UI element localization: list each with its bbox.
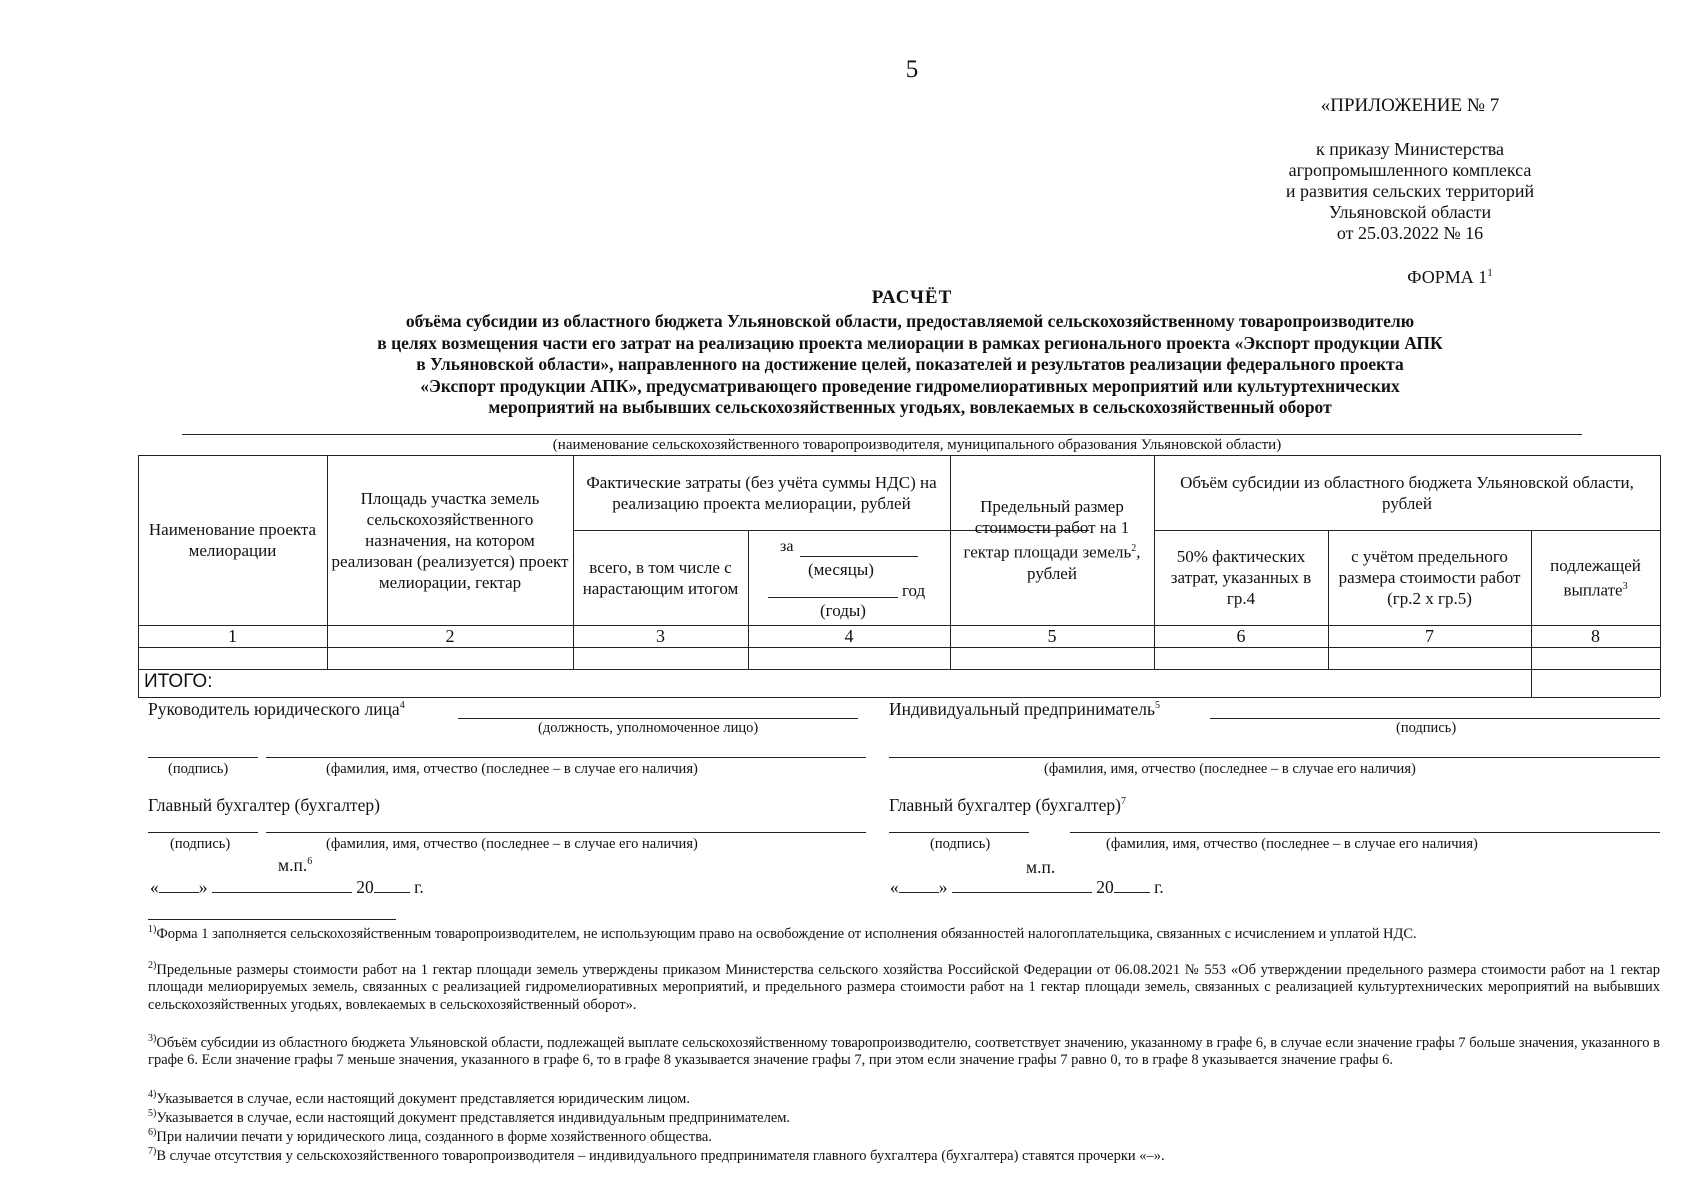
header-payable: [1531, 530, 1660, 625]
header-actual-costs: Фактические затраты (без учёта суммы НДС) на реализацию проекта мелиорации, рублей: [586, 472, 937, 513]
entrepreneur-text: Индивидуальный предприниматель: [889, 699, 1155, 719]
form-label-text: ФОРМА 1: [1407, 267, 1488, 287]
max-cost-mark: 2: [1131, 543, 1137, 555]
date-suffix-right: г.: [1154, 877, 1164, 897]
date-day-blank-right: [899, 892, 939, 893]
stamp-text-left: м.п.: [278, 855, 308, 875]
footnote-text: Указывается в случае, если настоящий документ представляется юридическим лицом.: [156, 1090, 690, 1107]
accountant-fio-caption-left: (фамилия, имя, отчество (последнее – в случае его наличия): [326, 836, 698, 852]
payable-text: подлежащей выплате: [1550, 555, 1641, 600]
date-month-blank-right: [952, 892, 1092, 893]
footnote-mark: 6): [148, 1127, 157, 1138]
head-position-line: [458, 718, 858, 719]
footnote-text: Форма 1 заполняется сельскохозяйственным товаропроизводителем, не использующим право на освобождение от исполнения обязанностей налогоплательщика, связанных с исчислением и уплатой НДС.: [156, 925, 1417, 942]
date-right: [890, 877, 1190, 898]
accountant-label-left: Главный бухгалтер (бухгалтер): [148, 795, 380, 815]
appendix-title: «ПРИЛОЖЕНИЕ № 7: [1320, 95, 1500, 116]
appendix-reference: [1220, 139, 1600, 244]
footnote-text: Указывается в случае, если настоящий документ представляется индивидуальным предпринимателем.: [156, 1109, 791, 1126]
date-day-blank-left: [159, 892, 199, 893]
period-years: (годы): [820, 601, 866, 620]
date-left: [150, 877, 450, 898]
accountant-sign-line-right: [889, 832, 1029, 833]
footnote: [148, 1030, 1660, 1070]
form-label: [1380, 267, 1520, 288]
column-number: 2: [445, 625, 455, 646]
stamp-mark-left: 6: [307, 856, 313, 868]
accountant-text-right: Главный бухгалтер (бухгалтер): [889, 795, 1121, 815]
appendix-ref-line: и развития сельских территорий: [1285, 181, 1535, 201]
table-row-bottom: [138, 669, 1660, 670]
header-with-limit: с учётом предельного размера стоимости работ (гр.2 х гр.5): [1338, 547, 1521, 608]
accountant-sign-caption-left: (подпись): [170, 836, 231, 852]
footnote-text: Объём субсидии из областного бюджета Ульяновской области, подлежащей выплате сельскохозяйственному товаропроизводителю, соответствует значению, указанному в графе 6, в случае если значение графы 7 больше значения, указанного в графе 6. Если значение графы 7 меньше значения, указанного в графе 6, то в графе 8 указывается значение графы 7, при этом если значение графы 7 равно 0, то в графе 8 указывается значение графы 6.: [148, 1034, 1660, 1069]
date-suffix-left: г.: [414, 877, 424, 897]
date-open-left: «: [150, 877, 159, 897]
date-year-blank-left: [374, 892, 410, 893]
date-year-right: 20: [1096, 877, 1114, 897]
footnote-text: При наличии печати у юридического лица, созданного в форме хозяйственного общества.: [156, 1128, 712, 1145]
footnote-mark: 3): [148, 1033, 157, 1044]
appendix-ref-line: от 25.03.2022 № 16: [1336, 223, 1484, 243]
date-month-blank-left: [212, 892, 352, 893]
subtitle-line: в Ульяновской области», направленного на достижение целей, показателей и результатов реализации федерального проекта: [416, 354, 1404, 374]
head-fio-caption: (фамилия, имя, отчество (последнее – в случае его наличия): [326, 761, 698, 777]
column-number: 7: [1425, 625, 1434, 646]
period-years-blank: [768, 597, 898, 598]
table-numbers-bottom: [138, 647, 1660, 648]
head-sign-line: [148, 757, 258, 758]
header-subsidy-volume: Объём субсидии из областного бюджета Ульяновской области, рублей: [1180, 472, 1634, 513]
max-cost-text: Предельный размер стоимости работ на 1 гектар площади земель: [963, 497, 1132, 562]
table-border-right: [1660, 455, 1661, 697]
accountant-label-right: [889, 795, 1126, 816]
date-open-right: «: [890, 877, 899, 897]
producer-name-line: [182, 434, 1582, 435]
footnote-mark: 5): [148, 1108, 157, 1119]
footnote-separator: [148, 919, 396, 920]
header-costs-total: всего, в том числе с нарастающим итогом: [582, 557, 739, 598]
period-god: год: [902, 581, 926, 600]
footnote-mark: 4): [148, 1089, 157, 1100]
accountant-sign-line-left: [148, 832, 258, 833]
date-close-right: »: [938, 877, 948, 897]
document-subtitle: [260, 311, 1560, 419]
column-number: 4: [844, 625, 854, 646]
header-max-cost-text: [954, 496, 1150, 584]
producer-name-caption: (наименование сельскохозяйственного товаропроизводителя, муниципального образования Ульяновской области): [552, 437, 1282, 453]
header-payable-text: [1535, 555, 1656, 601]
header-costs-period: [748, 530, 950, 625]
accountant-sign-caption-right: (подпись): [930, 836, 991, 852]
date-year-left: 20: [356, 877, 374, 897]
footnote: [148, 957, 1660, 1014]
footnote-mark: 1): [148, 924, 157, 935]
header-land-area: Площадь участка земель сельскохозяйственного назначения, на котором реализован (реализуется) проект мелиорации, гектар: [331, 488, 569, 592]
date-year-blank-right: [1114, 892, 1150, 893]
head-fio-line: [266, 757, 866, 758]
accountant-fio-line-left: [266, 832, 866, 833]
head-position-caption: (должность, уполномоченное лицо): [538, 720, 759, 736]
entrepreneur-sign-caption: (подпись): [1396, 720, 1457, 736]
column-number: 8: [1591, 625, 1600, 646]
subtitle-line: в целях возмещения части его затрат на реализацию проекта мелиорации в рамках регионального проекта «Экспорт продукции АПК: [377, 332, 1443, 353]
column-number: 3: [656, 625, 665, 646]
appendix-ref-line: к приказу Министерства: [1315, 139, 1505, 159]
entrepreneur-sign-line: [1210, 718, 1660, 719]
footnote-text: В случае отсутствия у сельскохозяйственного товаропроизводителя – индивидуального предпринимателя главного бухгалтера (бухгалтера) ставятся прочерки «–».: [156, 1147, 1165, 1164]
form-label-mark: 1: [1487, 267, 1493, 279]
period-za: за: [780, 538, 794, 555]
header-max-cost: [950, 455, 1154, 625]
max-cost-tail: , рублей: [1027, 542, 1141, 583]
column-number: 5: [1047, 625, 1057, 646]
entrepreneur-label: [889, 699, 1160, 720]
date-close-left: »: [198, 877, 208, 897]
subtitle-line: «Экспорт продукции АПК», предусматривающего проведение гидромелиоративных мероприятий или культуртехнических: [420, 375, 1400, 396]
appendix-ref-line: агропромышленного комплекса: [1288, 160, 1532, 180]
period-months-blank: [800, 556, 918, 557]
subsidy-table: [138, 455, 1660, 698]
payable-mark: 3: [1622, 580, 1628, 592]
head-sign-caption: (подпись): [168, 761, 229, 777]
entrepreneur-mark: 5: [1155, 700, 1160, 712]
header-project-name: Наименование проекта мелиорации: [148, 520, 317, 560]
subtitle-line: мероприятий на выбывших сельскохозяйственных угодьях, вовлекаемых в сельскохозяйственный оборот: [488, 397, 1332, 417]
head-label-mark: 4: [399, 700, 405, 712]
appendix-ref-line: Ульяновской области: [1328, 202, 1492, 222]
accountant-mark-right: 7: [1120, 796, 1126, 808]
stamp-left: [278, 855, 312, 876]
head-label-text: Руководитель юридического лица: [148, 699, 400, 719]
entrepreneur-fio-caption: (фамилия, имя, отчество (последнее – в случае его наличия): [1044, 761, 1416, 777]
footnote-text: Предельные размеры стоимости работ на 1 гектар площади земель утверждены приказом Министерства сельского хозяйства Российской Федерации от 06.08.2021 № 553 «Об утверждении предельного размера стоимости работ на 1 гектар площади мелиорируемых земель, связанных с реализацией гидромелиоративных мероприятий, и предельного размера стоимости работ на 1 гектар площади земель, связанных с реализацией культуртехнических мероприятий на выбывших сельскохозяйственных угодьях, вовлекаемых в сельскохозяйственный оборот».: [148, 961, 1660, 1013]
header-fifty-percent: 50% фактических затрат, указанных в гр.4: [1170, 547, 1312, 608]
footnote-mark: 7): [148, 1146, 157, 1157]
stamp-right: м.п.: [1026, 857, 1056, 877]
period-months: (месяцы): [808, 560, 874, 579]
footnote: [148, 1143, 1660, 1165]
totals-label: ИТОГО:: [144, 671, 213, 692]
document-title: РАСЧЁТ: [871, 287, 953, 308]
footnote: [148, 921, 1660, 943]
table-border-bottom: [138, 697, 1660, 698]
footnote-mark: 2): [148, 960, 157, 971]
legal-entity-head-label: [148, 699, 405, 720]
column-number: 6: [1236, 625, 1246, 646]
column-number: 1: [228, 625, 237, 646]
page-number: 5: [905, 56, 919, 83]
accountant-fio-line-right: [1070, 832, 1660, 833]
entrepreneur-fio-line: [889, 757, 1660, 758]
accountant-fio-caption-right: (фамилия, имя, отчество (последнее – в случае его наличия): [1106, 836, 1478, 852]
subtitle-line: объёма субсидии из областного бюджета Ульяновской области, предоставляемой сельскохозяйственному товаропроизводителю: [405, 311, 1415, 331]
